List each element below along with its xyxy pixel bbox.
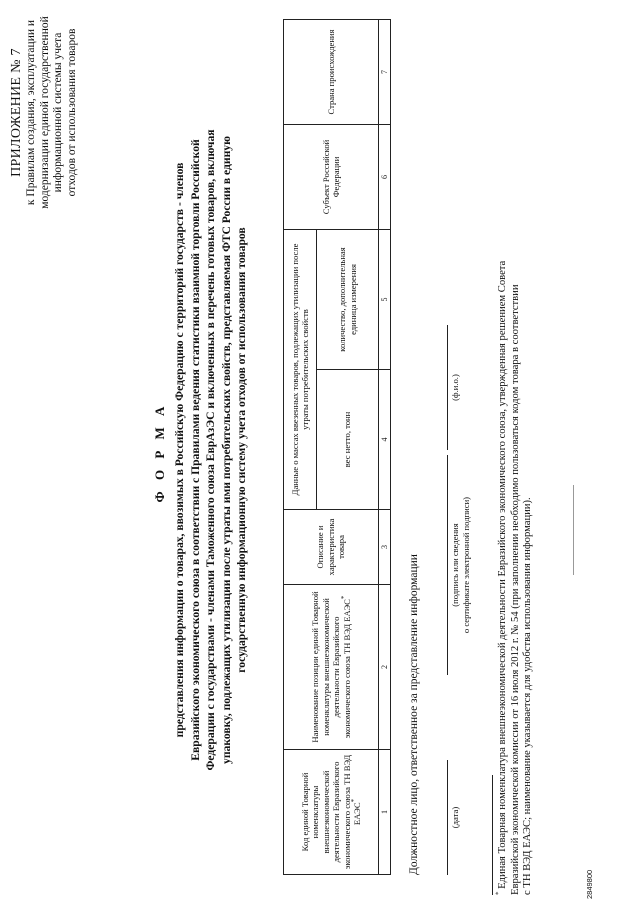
appendix-line: отходов от использования товаров bbox=[65, 28, 78, 197]
footnote-separator bbox=[492, 775, 493, 895]
form-subtitle bbox=[172, 100, 250, 800]
subtitle-line: представления информации о товарах, ввозимых в Российскую Федерацию с территорий государств - членов bbox=[173, 162, 186, 738]
footnote-mark: * bbox=[494, 891, 503, 895]
signature-caption-line: (подпись или сведения bbox=[450, 523, 460, 607]
footnote-line bbox=[494, 10, 510, 895]
goods-table bbox=[283, 19, 391, 875]
appendix-line: модернизации единой государственной bbox=[38, 16, 51, 209]
header-hs-name-text: Наименование позиции единой Товарной номенклатуры внешнеэкономической деятельности Евразийского экономического союза ТН ВЭД ЕАЭС bbox=[310, 591, 352, 743]
appendix-number: ПРИЛОЖЕНИЕ № 7 bbox=[9, 48, 24, 177]
signature-caption-line: о сертификате электронной подписи) bbox=[460, 496, 471, 634]
header-hs-code-text: Код единой Товарной номенклатуры внешнеэкономической деятельности Евразийского экономического союза ТН ВЭД ЕАЭС bbox=[299, 754, 362, 870]
column-number: 1 bbox=[379, 750, 391, 875]
document-id: 2849800 bbox=[585, 869, 594, 899]
responsible-person-label: Должностное лицо, ответственное за представление информации bbox=[408, 554, 420, 875]
column-number: 3 bbox=[379, 510, 391, 585]
date-caption: (дата) bbox=[450, 806, 460, 829]
appendix-line: к Правилам создания, эксплуатации и bbox=[25, 19, 37, 206]
footnote-text: Единая Товарная номенклатура внешнеэкономической деятельности Евразийского экономического союза, утвержденная решением Совета bbox=[497, 260, 508, 889]
table-number-row bbox=[379, 19, 391, 874]
name-line bbox=[447, 325, 448, 450]
signature-caption bbox=[450, 455, 471, 675]
form-title: Ф О Р М А bbox=[152, 402, 167, 503]
appendix-line: информационной системы учета bbox=[52, 32, 64, 193]
column-number: 7 bbox=[379, 19, 391, 124]
footnote bbox=[494, 10, 535, 895]
signature-line bbox=[447, 455, 448, 675]
bottom-rule bbox=[573, 485, 574, 575]
column-number: 4 bbox=[379, 370, 391, 510]
date-line bbox=[447, 760, 448, 875]
footnote-mark: * bbox=[350, 798, 359, 803]
footnote-line: Евразийской экономической комиссии от 16 июля 2012 г. № 54 (при заполнении необходимо пользоваться кодом товара в соответствии bbox=[509, 284, 521, 895]
header-quantity: количество, дополнительная единица измерения bbox=[317, 229, 379, 369]
header-hs-name bbox=[284, 585, 379, 750]
column-number: 2 bbox=[379, 585, 391, 750]
name-caption: (ф.и.о.) bbox=[450, 374, 460, 401]
footnote-mark: * bbox=[339, 595, 348, 600]
header-region: Субъект Российской Федерации bbox=[284, 124, 379, 229]
header-mass-group: Данные о массах ввезенных товаров, подлежащих утилизации после утраты потребительских свойств bbox=[284, 229, 317, 509]
footnote-line: с ТН ВЭД ЕАЭС; наименование указывается для удобства использования информации). bbox=[522, 497, 534, 895]
subtitle-line: Федерации с государствами - членами Таможенного союза ЕврАзЭС и включенных в перечень готовых товаров, включая bbox=[204, 129, 218, 771]
header-description: Описание и характеристика товара bbox=[284, 510, 379, 585]
header-net-weight: вес нетто, тонн bbox=[317, 370, 379, 510]
header-origin-country: Страна происхождения bbox=[284, 19, 379, 124]
subtitle-line: Евразийского экономического союза в соответствии с Правилами ведения статистики взаимной торговли Российской bbox=[188, 139, 202, 761]
subtitle-line: государственную информационную систему учета отходов от использования товаров bbox=[235, 227, 249, 673]
table-header-row bbox=[284, 19, 317, 874]
column-number: 5 bbox=[379, 229, 391, 369]
header-hs-code bbox=[284, 750, 379, 875]
appendix-header bbox=[8, 10, 79, 215]
column-number: 6 bbox=[379, 124, 391, 229]
subtitle-line: упаковку, подлежащих утилизации после утраты ими потребительских свойств, представляемая ФТС России в единую bbox=[219, 136, 233, 764]
